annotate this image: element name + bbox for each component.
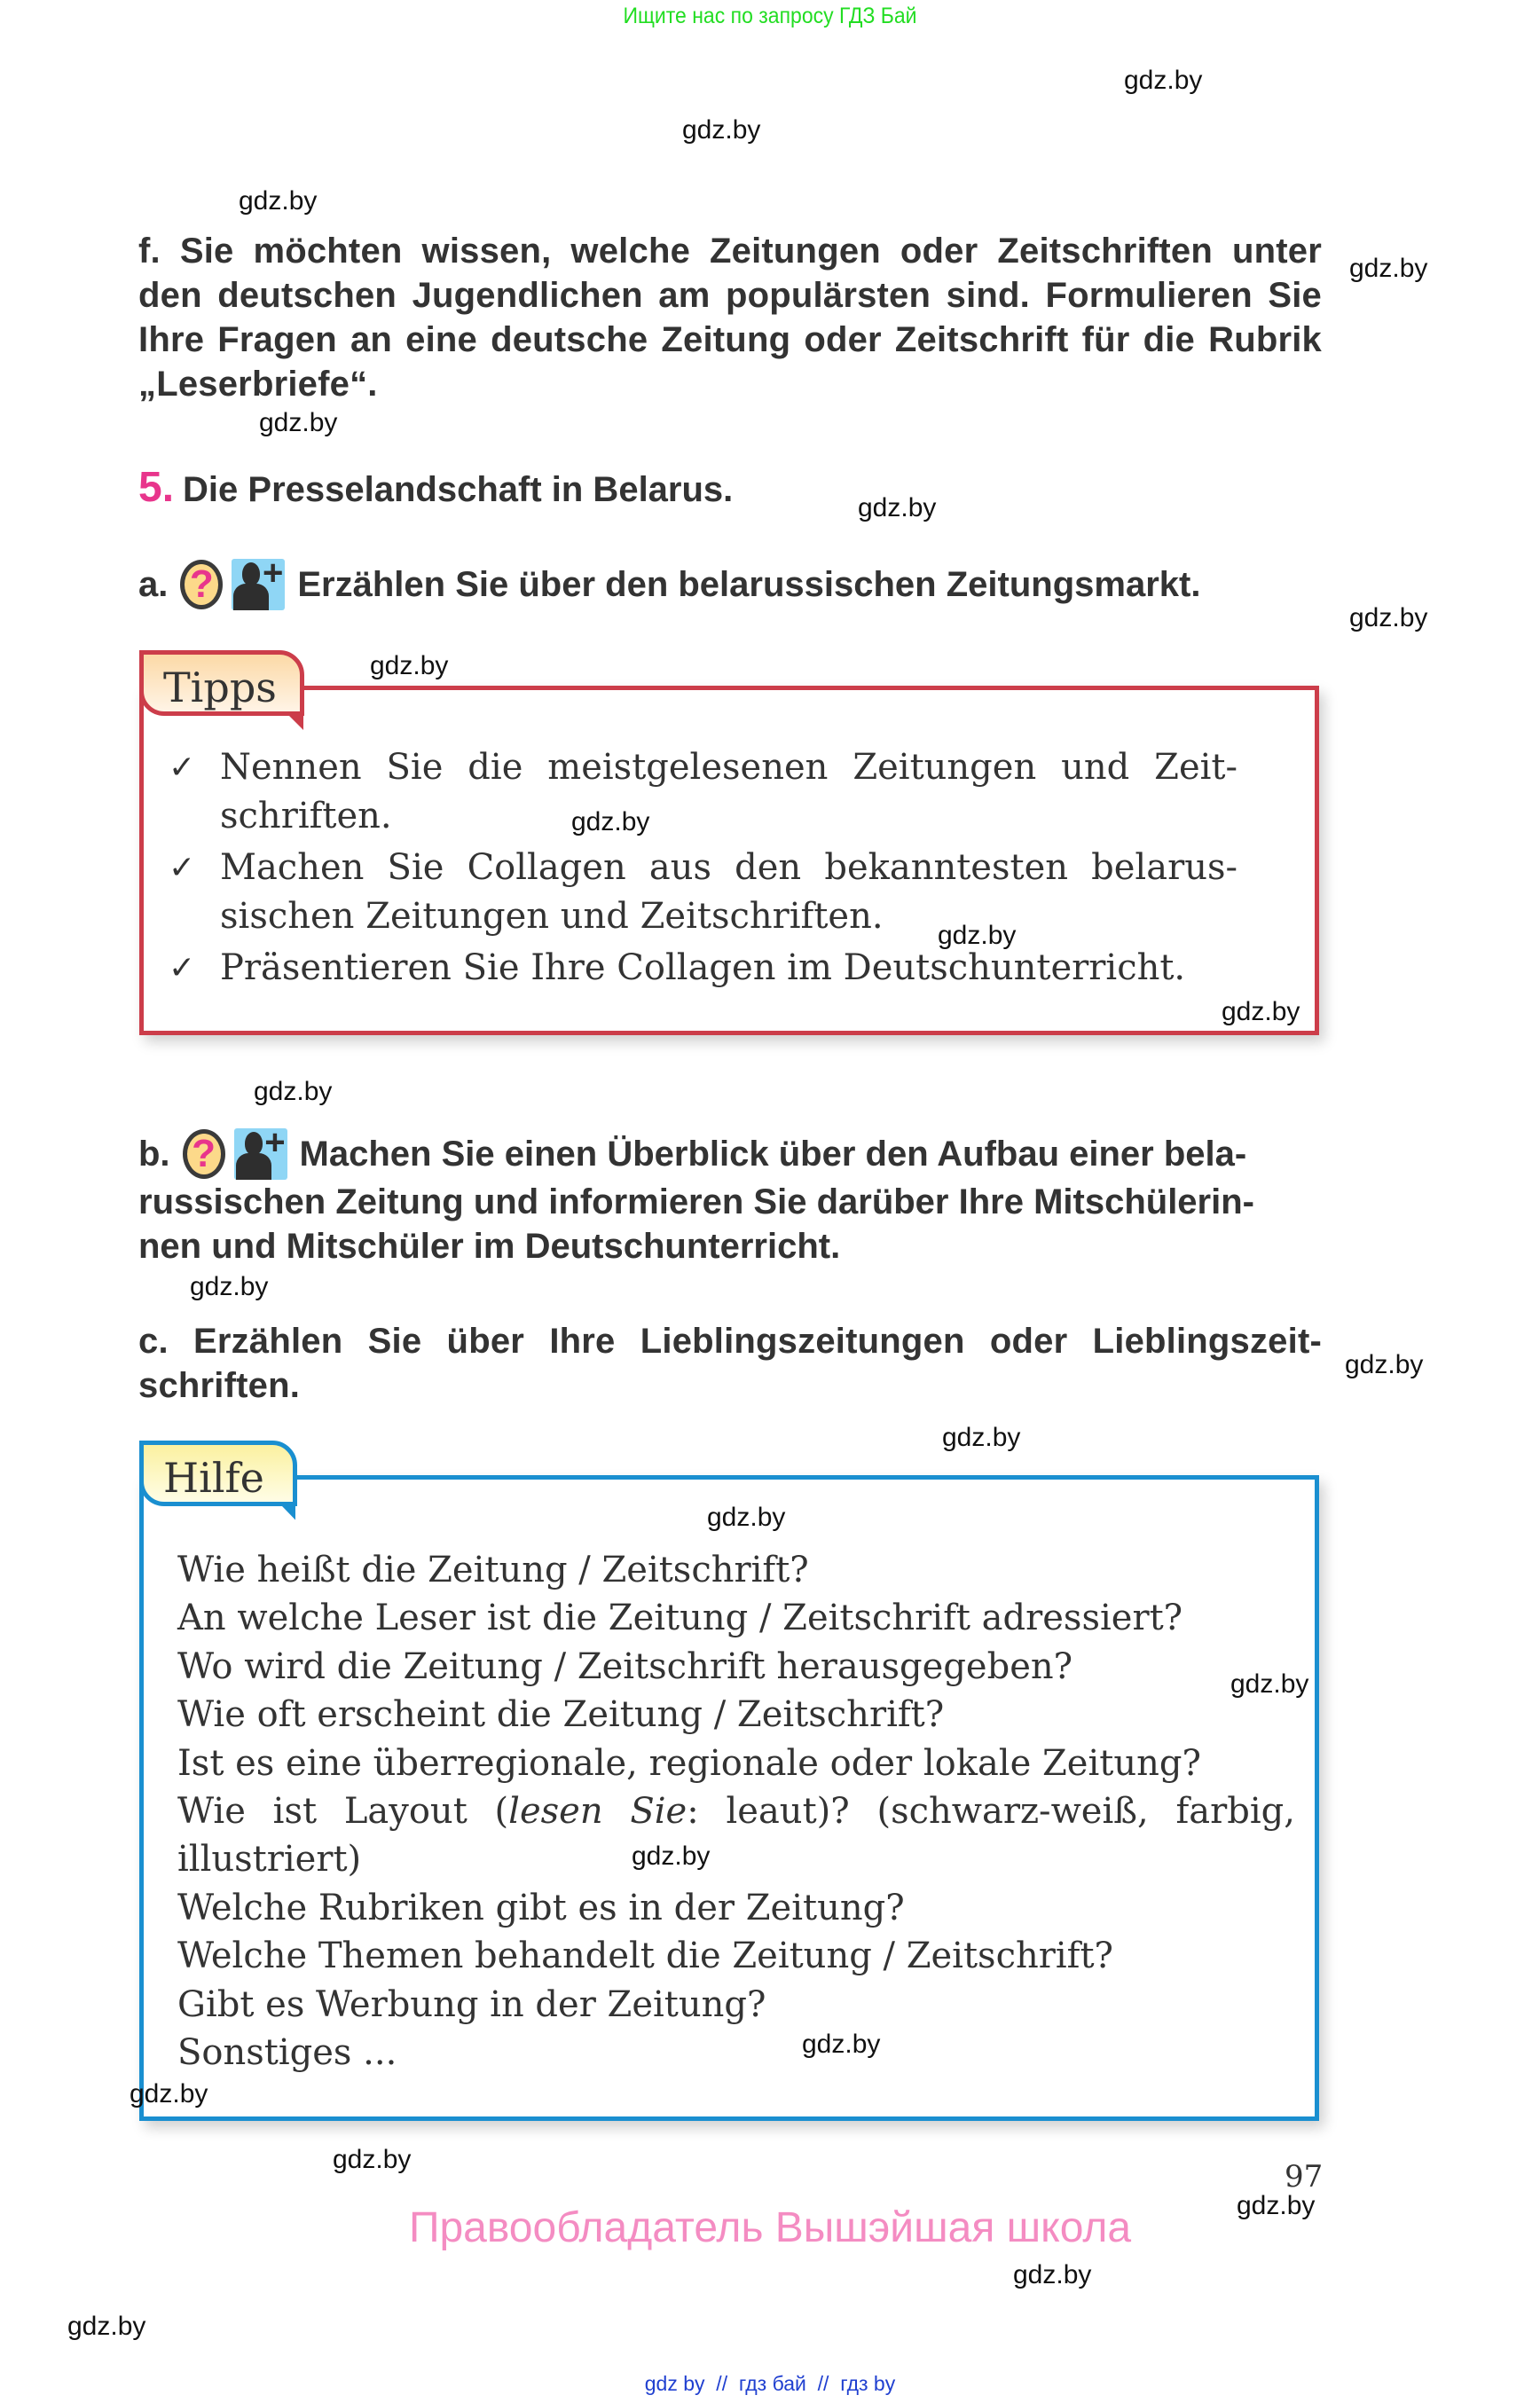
watermark: gdz.by [67, 2312, 146, 2341]
task-c-line: schriften. [138, 1366, 301, 1405]
add-partner-icon: + [232, 559, 285, 610]
task-c [138, 1319, 1322, 1408]
question-icon: ? [180, 560, 223, 609]
task-a [138, 554, 1201, 610]
watermark: gdz.by [190, 1272, 269, 1301]
watermark: gdz.by [259, 408, 338, 437]
task-text: Erzählen Sie über den belarussischen Zeitungsmarkt. [297, 565, 1201, 604]
hilfe-item: Ist es eine überregionale, regionale oder lokale Zeitung? [177, 1742, 1201, 1784]
hilfe-item: Welche Rubriken gibt es in der Zeitung? [177, 1887, 905, 1928]
tipps-item: ✓ Nennen Sie die meistgelesenen Zeitungen und Zeitschriften. [169, 743, 1238, 841]
task-f-line: „Leserbriefe“. [138, 365, 378, 404]
watermark: gdz.by [1349, 254, 1428, 283]
tipps-item: ✓ Präsentieren Sie Ihre Collagen im Deutschunterricht. [169, 944, 1238, 993]
watermark: gdz.by [682, 115, 761, 145]
task-f-line: f. Sie möchten wissen, welche Zeitungen oder Zeitschriften unter [138, 232, 1322, 271]
watermark: gdz.by [333, 2145, 412, 2174]
watermark: gdz.by [239, 186, 318, 216]
hilfe-item: Sonstiges ... [177, 2032, 397, 2074]
task-b [138, 1123, 1322, 1268]
section-title: Die Presselandschaft in Belarus. [183, 470, 734, 509]
task-c-line: c. Erzählen Sie über Ihre Lieblingszeitungen oder Lieblingszeit- [138, 1322, 1322, 1361]
hilfe-item: Wie oft erscheint die Zeitung / Zeitschrift? [177, 1694, 945, 1736]
tipps-title: Tipps [163, 664, 277, 711]
hilfe-item: Wo wird die Zeitung / Zeitschrift herausgegeben? [177, 1645, 1073, 1687]
watermark: gdz.by [1345, 1350, 1424, 1379]
hilfe-title: Hilfe [163, 1454, 264, 1502]
search-banner: Ищите нас по запросу ГДЗ Бай [623, 4, 917, 28]
task-b-line: Machen Sie einen Überblick über den Aufbau einer bela- [299, 1135, 1247, 1174]
checkmark-icon: ✓ [169, 950, 196, 986]
question-icon: ? [183, 1129, 225, 1179]
watermark: gdz.by [1349, 603, 1428, 632]
watermark: gdz.by [370, 651, 449, 680]
hilfe-item: Gibt es Werbung in der Zeitung? [177, 1983, 766, 2025]
section-heading [138, 463, 733, 512]
checkmark-icon: ✓ [169, 850, 196, 886]
tipps-list [169, 743, 1238, 995]
watermark: gdz.by [1013, 2260, 1092, 2289]
hilfe-item-layout: Wie ist Layout (lesen Sie: leaut)? (schwarz-weiß, farbig, illustriert) [177, 1791, 1295, 1881]
task-f-line: Ihre Fragen an eine deutsche Zeitung oder Zeitschrift für die Rubrik [138, 320, 1322, 359]
watermark: gdz.by [1237, 2191, 1316, 2220]
checkmark-icon: ✓ [169, 750, 196, 786]
watermark: gdz.by [802, 2030, 881, 2059]
watermark: gdz.by [1230, 1669, 1309, 1699]
watermark: gdz.by [707, 1503, 786, 1532]
watermark: gdz.by [632, 1842, 711, 1871]
watermark: gdz.by [938, 921, 1017, 950]
hilfe-tab [139, 1441, 297, 1506]
tipps-tab [139, 650, 304, 716]
footer-links[interactable]: gdz by // гдз бай // гдз by [644, 2372, 896, 2395]
watermark: gdz.by [130, 2079, 208, 2109]
watermark: gdz.by [571, 807, 650, 836]
watermark: gdz.by [254, 1077, 333, 1106]
task-label: a. [138, 565, 169, 604]
tipps-item: ✓ Machen Sie Collagen aus den bekanntesten belarussischen Zeitungen und Zeitschriften. [169, 844, 1238, 941]
page-number: 97 [1285, 2159, 1324, 2195]
task-b-line: russischen Zeitung und informieren Sie darüber Ihre Mitschülerin- [138, 1182, 1254, 1221]
watermark: gdz.by [1124, 66, 1203, 95]
watermark: gdz.by [858, 493, 937, 522]
watermark: gdz.by [1222, 997, 1300, 1026]
add-partner-icon: + [234, 1128, 287, 1180]
hilfe-list [177, 1546, 1304, 2077]
hilfe-item: An welche Leser ist die Zeitung / Zeitschrift adressiert? [177, 1598, 1183, 1639]
hilfe-item: Wie heißt die Zeitung / Zeitschrift? [177, 1550, 809, 1590]
task-f [138, 229, 1322, 406]
copyright-notice: Правообладатель Вышэйшая школа [408, 2204, 1132, 2251]
task-label: b. [138, 1135, 170, 1174]
hilfe-item: Welche Themen behandelt die Zeitung / Zeitschrift? [177, 1936, 1113, 1977]
watermark: gdz.by [942, 1423, 1021, 1452]
section-number: 5. [138, 464, 175, 511]
task-b-line: nen und Mitschüler im Deutschunterricht. [138, 1227, 841, 1266]
task-f-line: den deutschen Jugendlichen am populärsten sind. Formulieren Sie [138, 276, 1322, 315]
